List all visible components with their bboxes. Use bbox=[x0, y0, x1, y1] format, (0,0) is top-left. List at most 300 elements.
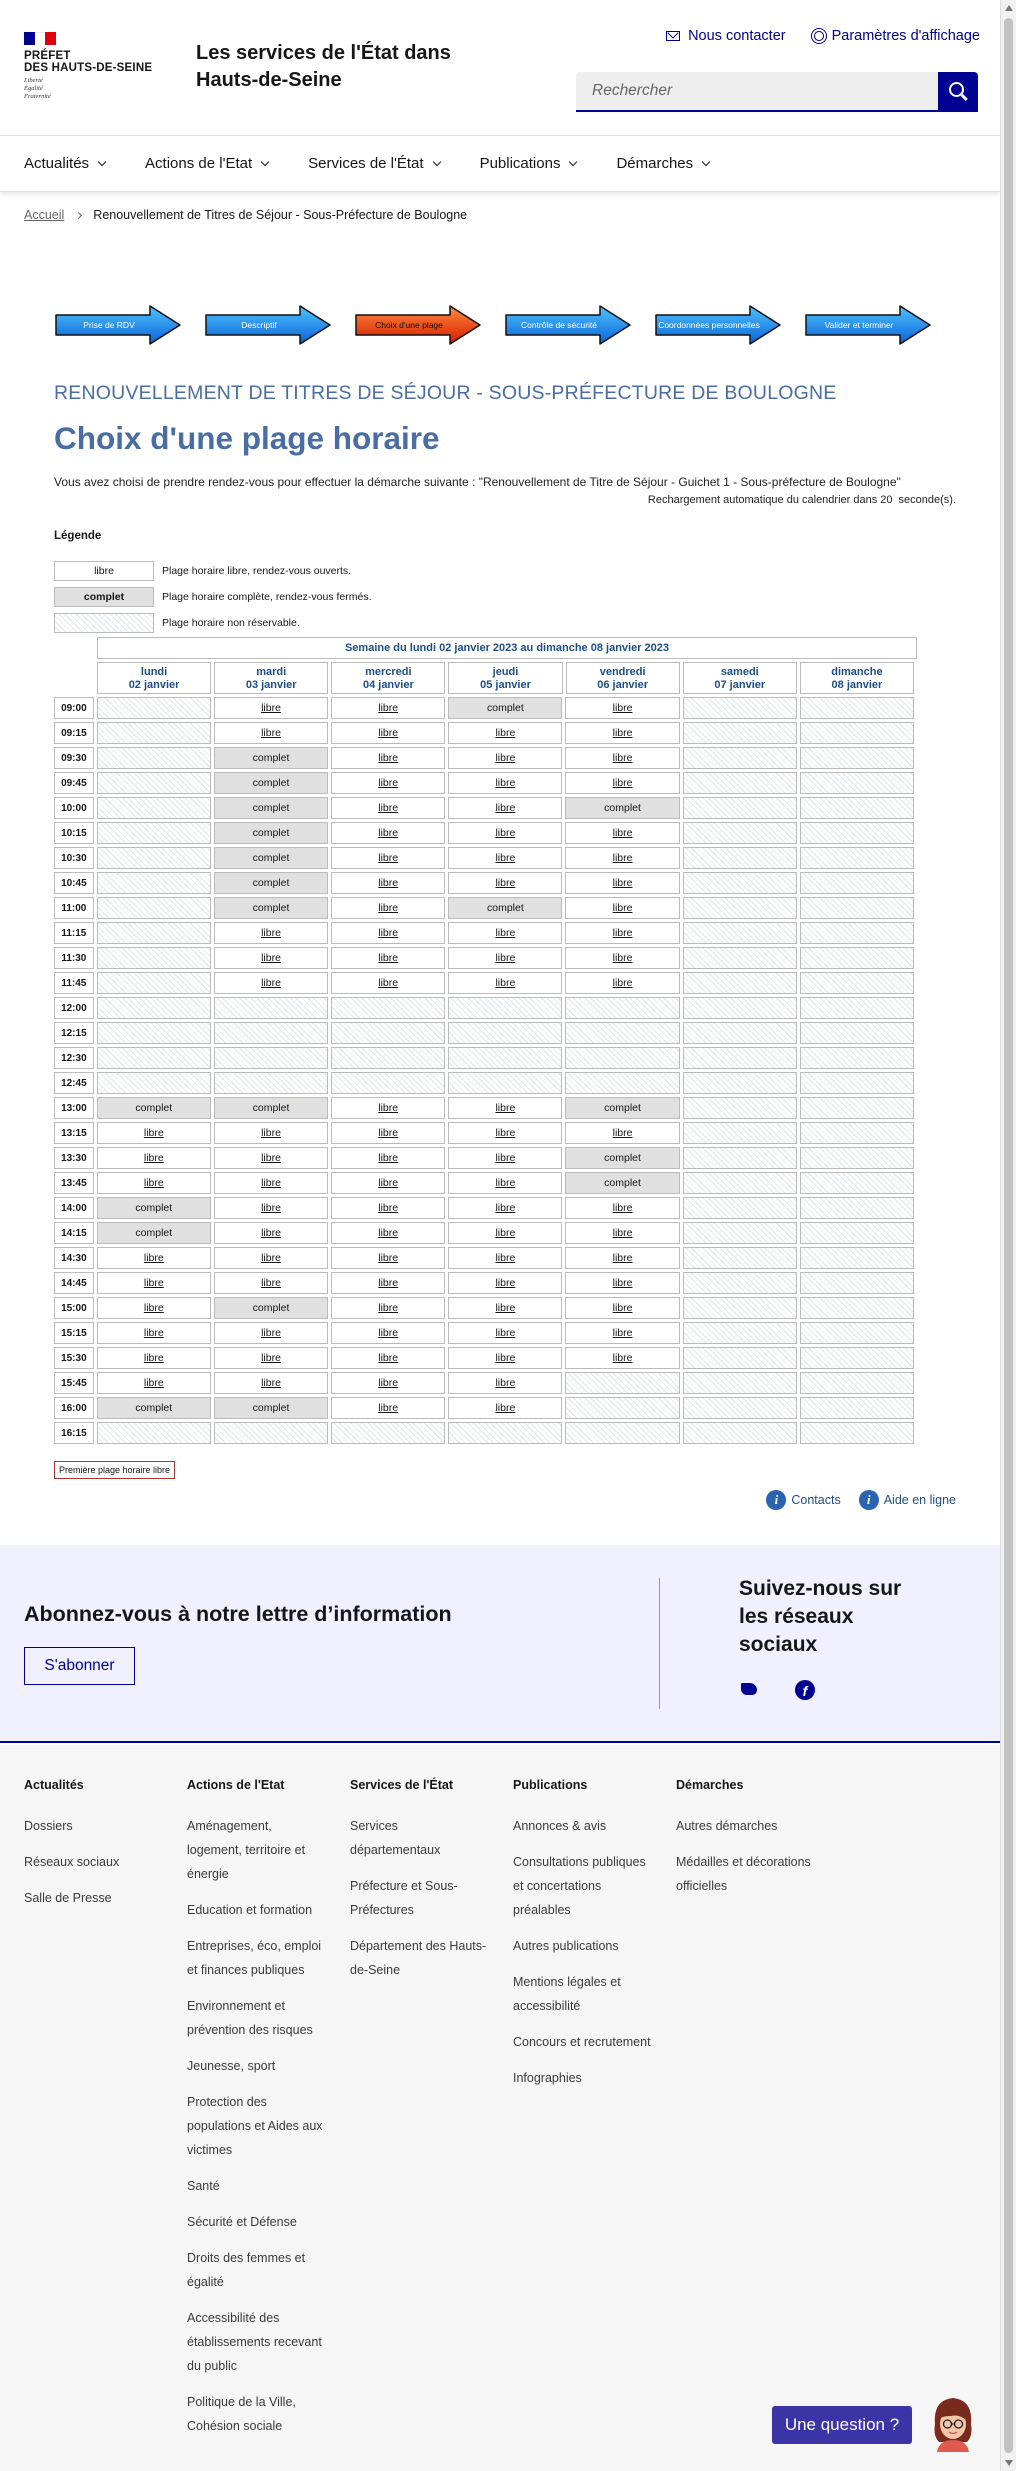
slot-free[interactable] bbox=[448, 1147, 562, 1169]
flag-blue bbox=[24, 32, 35, 45]
day-header-mercredi bbox=[331, 662, 445, 694]
slot-free[interactable] bbox=[448, 1397, 562, 1419]
slot-free[interactable] bbox=[331, 1247, 445, 1269]
step-label: Prise de RDV bbox=[83, 320, 135, 330]
prefect-logo[interactable] bbox=[24, 50, 152, 74]
slot-not-reservable bbox=[97, 872, 211, 894]
slot-label: libre bbox=[143, 1377, 164, 1389]
footer-column-2 bbox=[350, 1778, 490, 1994]
chat-button[interactable]: Une question ? bbox=[772, 2406, 912, 2444]
slot-free[interactable] bbox=[331, 922, 445, 944]
slot-free[interactable] bbox=[214, 697, 328, 719]
slot-not-reservable bbox=[97, 847, 211, 869]
slot-label: libre bbox=[143, 1277, 164, 1289]
slot-not-reservable bbox=[800, 1122, 914, 1144]
slot-full bbox=[214, 1297, 328, 1319]
slot-label: complet bbox=[252, 852, 290, 864]
slot-not-reservable bbox=[683, 1397, 797, 1419]
footer-link[interactable]: Réseaux sociaux bbox=[24, 1855, 120, 1869]
slot-free[interactable] bbox=[331, 1222, 445, 1244]
slot-free[interactable] bbox=[448, 1272, 562, 1294]
slot-free[interactable] bbox=[214, 1172, 328, 1194]
slot-label: libre bbox=[143, 1252, 164, 1264]
slot-free[interactable] bbox=[448, 1322, 562, 1344]
slot-time: 14:30 bbox=[54, 1247, 94, 1269]
slot-label: libre bbox=[495, 777, 516, 789]
slot-free[interactable] bbox=[565, 722, 679, 744]
slot-not-reservable bbox=[331, 1072, 445, 1094]
slot-label: libre bbox=[261, 1177, 281, 1189]
slot-time: 16:15 bbox=[54, 1422, 94, 1444]
slot-free[interactable] bbox=[448, 822, 562, 844]
display-settings-link[interactable] bbox=[814, 28, 980, 44]
slot-free[interactable] bbox=[448, 1097, 562, 1119]
footer-link[interactable]: Salle de Presse bbox=[24, 1891, 112, 1905]
section-divider bbox=[659, 1578, 660, 1709]
slot-free[interactable] bbox=[565, 847, 679, 869]
social-links bbox=[739, 1680, 815, 1700]
slot-free[interactable] bbox=[97, 1322, 211, 1344]
first-free-slot-button[interactable]: Première plage horaire libre bbox=[54, 1461, 175, 1479]
slot-free[interactable] bbox=[331, 797, 445, 819]
prefect-line-1: PRÉFET bbox=[24, 50, 71, 62]
slot-free[interactable] bbox=[565, 772, 679, 794]
slot-row bbox=[54, 1297, 917, 1319]
slot-not-reservable bbox=[565, 997, 679, 1019]
slot-free[interactable] bbox=[448, 772, 562, 794]
footer-link[interactable]: Entreprises, éco, emploi et finances publiques bbox=[187, 1939, 322, 1977]
slot-not-reservable bbox=[800, 997, 914, 1019]
slot-not-reservable bbox=[683, 1047, 797, 1069]
slot-not-reservable bbox=[683, 1222, 797, 1244]
slot-not-reservable bbox=[448, 1072, 562, 1094]
step-label: Coordonnées personnelles bbox=[658, 320, 760, 330]
footer-link[interactable]: Préfecture et Sous-Préfectures bbox=[350, 1879, 458, 1917]
slot-not-reservable bbox=[800, 722, 914, 744]
slot-label: libre bbox=[143, 1352, 164, 1364]
footer-link[interactable]: Mentions légales et accessibilité bbox=[513, 1975, 621, 2013]
slot-free[interactable] bbox=[97, 1297, 211, 1319]
slot-free[interactable] bbox=[565, 1122, 679, 1144]
slot-free[interactable] bbox=[214, 1122, 328, 1144]
slot-free[interactable] bbox=[448, 1197, 562, 1219]
contact-link[interactable] bbox=[666, 28, 786, 44]
slot-label: libre bbox=[378, 752, 399, 764]
slot-free[interactable] bbox=[331, 1297, 445, 1319]
slot-not-reservable bbox=[97, 1422, 211, 1444]
slot-time: 11:30 bbox=[54, 947, 94, 969]
slot-label: libre bbox=[378, 1327, 399, 1339]
slot-label: libre bbox=[495, 1277, 516, 1289]
breadcrumb-home[interactable]: Accueil bbox=[24, 208, 65, 222]
slot-label: libre bbox=[495, 1402, 516, 1414]
slot-free[interactable] bbox=[448, 1297, 562, 1319]
legend-free-text: Plage horaire libre, rendez-vous ouverts. bbox=[162, 565, 352, 577]
contacts-label: Contacts bbox=[791, 1493, 841, 1507]
slot-label: libre bbox=[378, 927, 399, 939]
slot-free[interactable] bbox=[565, 747, 679, 769]
slot-free[interactable] bbox=[448, 872, 562, 894]
slot-free[interactable] bbox=[331, 1172, 445, 1194]
slot-label: libre bbox=[612, 977, 633, 989]
slot-full bbox=[214, 747, 328, 769]
slot-free[interactable] bbox=[331, 1097, 445, 1119]
header-tools bbox=[666, 28, 980, 44]
slot-label: libre bbox=[378, 952, 399, 964]
slot-free[interactable] bbox=[448, 797, 562, 819]
slot-time: 12:30 bbox=[54, 1047, 94, 1069]
legend-free-box: libre bbox=[54, 561, 154, 581]
nav-item-label: Services de l'État bbox=[308, 155, 424, 172]
slot-free[interactable] bbox=[565, 822, 679, 844]
slot-free[interactable] bbox=[448, 1372, 562, 1394]
slot-free[interactable] bbox=[565, 1222, 679, 1244]
slot-free[interactable] bbox=[331, 847, 445, 869]
legend-full bbox=[54, 587, 372, 607]
info-icon: i bbox=[766, 1490, 786, 1510]
slot-free[interactable] bbox=[565, 972, 679, 994]
scroll-up-icon[interactable] bbox=[1005, 5, 1013, 11]
slot-row bbox=[54, 1122, 917, 1144]
slot-label: libre bbox=[378, 1252, 399, 1264]
slot-label: libre bbox=[495, 1127, 516, 1139]
slot-label: libre bbox=[261, 1327, 281, 1339]
slot-not-reservable bbox=[683, 847, 797, 869]
footer-link[interactable]: Politique de la Ville, Cohésion sociale bbox=[187, 2395, 296, 2433]
slot-not-reservable bbox=[683, 1172, 797, 1194]
slot-not-reservable bbox=[331, 1022, 445, 1044]
slot-row bbox=[54, 1247, 917, 1269]
slot-not-reservable bbox=[97, 822, 211, 844]
slot-not-reservable bbox=[800, 1072, 914, 1094]
nav-item-4[interactable] bbox=[616, 136, 709, 191]
slot-free[interactable] bbox=[214, 1272, 328, 1294]
slot-not-reservable bbox=[683, 747, 797, 769]
slot-label: complet bbox=[252, 902, 290, 914]
slot-free[interactable] bbox=[97, 1347, 211, 1369]
slot-row bbox=[54, 822, 917, 844]
slot-free[interactable] bbox=[331, 1122, 445, 1144]
site-title[interactable]: Les services de l'État dans Hauts-de-Seine bbox=[196, 42, 451, 91]
day-name: mercredi bbox=[365, 666, 412, 678]
slot-free[interactable] bbox=[214, 1222, 328, 1244]
search-bar bbox=[576, 72, 978, 112]
slot-free[interactable] bbox=[331, 697, 445, 719]
slot-free[interactable] bbox=[331, 1147, 445, 1169]
slot-free[interactable] bbox=[448, 1222, 562, 1244]
slot-free[interactable] bbox=[331, 872, 445, 894]
slot-row bbox=[54, 1397, 917, 1419]
slot-free[interactable] bbox=[97, 1372, 211, 1394]
slot-free[interactable] bbox=[448, 1122, 562, 1144]
contacts-link[interactable] bbox=[766, 1490, 840, 1510]
slot-free[interactable] bbox=[448, 747, 562, 769]
slot-free[interactable] bbox=[331, 822, 445, 844]
step-label: Valider et terminer bbox=[824, 320, 894, 330]
slot-label: libre bbox=[378, 902, 399, 914]
chevron-right-icon bbox=[75, 211, 82, 218]
legend-not-reservable-box bbox=[54, 613, 154, 633]
legend-full-box: complet bbox=[54, 587, 154, 607]
slot-free[interactable] bbox=[331, 947, 445, 969]
slot-label: complet bbox=[252, 1102, 290, 1114]
slot-free[interactable] bbox=[448, 1347, 562, 1369]
slot-label: libre bbox=[612, 702, 633, 714]
slot-free[interactable] bbox=[331, 772, 445, 794]
slot-label: libre bbox=[261, 1252, 281, 1264]
footer-link[interactable]: Concours et recrutement bbox=[513, 2035, 651, 2049]
slot-label: libre bbox=[261, 1352, 281, 1364]
slot-free[interactable] bbox=[214, 1197, 328, 1219]
day-name: lundi bbox=[140, 666, 168, 678]
slot-not-reservable bbox=[97, 697, 211, 719]
slot-time: 09:45 bbox=[54, 772, 94, 794]
slot-not-reservable bbox=[448, 1047, 562, 1069]
slot-not-reservable bbox=[683, 1022, 797, 1044]
slot-label: libre bbox=[378, 727, 399, 739]
slot-free[interactable] bbox=[448, 972, 562, 994]
slot-label: libre bbox=[261, 952, 281, 964]
slot-not-reservable bbox=[800, 1322, 914, 1344]
slot-not-reservable bbox=[331, 1422, 445, 1444]
slot-free[interactable] bbox=[214, 1247, 328, 1269]
footer-link[interactable]: Services départementaux bbox=[350, 1819, 441, 1857]
slot-row bbox=[54, 1347, 917, 1369]
footer-link[interactable]: Droits des femmes et égalité bbox=[187, 2251, 306, 2289]
slot-not-reservable bbox=[683, 1122, 797, 1144]
slot-label: libre bbox=[612, 852, 633, 864]
slot-time: 12:15 bbox=[54, 1022, 94, 1044]
slot-time: 16:00 bbox=[54, 1397, 94, 1419]
slot-time: 14:00 bbox=[54, 1197, 94, 1219]
slot-free[interactable] bbox=[331, 897, 445, 919]
slot-free[interactable] bbox=[448, 947, 562, 969]
twitter-icon[interactable] bbox=[739, 1680, 759, 1696]
slot-free[interactable] bbox=[565, 922, 679, 944]
footer-link[interactable]: Infographies bbox=[513, 2071, 582, 2085]
slot-label: complet bbox=[604, 802, 641, 814]
day-name: vendredi bbox=[599, 666, 646, 678]
slot-free[interactable] bbox=[565, 1322, 679, 1344]
slot-free[interactable] bbox=[565, 1347, 679, 1369]
slot-time: 13:30 bbox=[54, 1147, 94, 1169]
slot-free[interactable] bbox=[97, 1147, 211, 1169]
slot-not-reservable bbox=[565, 1047, 679, 1069]
slot-free[interactable] bbox=[448, 1247, 562, 1269]
slot-free[interactable] bbox=[448, 922, 562, 944]
slot-free[interactable] bbox=[97, 1272, 211, 1294]
slot-free[interactable] bbox=[331, 972, 445, 994]
slot-label: libre bbox=[378, 802, 399, 814]
footer-link[interactable]: Accessibilité des établissements recevant du public bbox=[187, 2311, 322, 2373]
slot-free[interactable] bbox=[448, 1172, 562, 1194]
slot-label: complet bbox=[486, 902, 524, 914]
slot-free[interactable] bbox=[331, 722, 445, 744]
slot-not-reservable bbox=[800, 697, 914, 719]
slot-label: libre bbox=[495, 802, 516, 814]
slot-free[interactable] bbox=[565, 1272, 679, 1294]
footer-link[interactable]: Education et formation bbox=[187, 1903, 313, 1917]
footer-link[interactable]: Autres démarches bbox=[676, 1819, 778, 1833]
slot-free[interactable] bbox=[97, 1122, 211, 1144]
slot-free[interactable] bbox=[565, 697, 679, 719]
slot-free[interactable] bbox=[214, 1372, 328, 1394]
slot-label: complet bbox=[135, 1227, 173, 1239]
step-label: Contrôle de sécurité bbox=[520, 320, 598, 330]
slot-free[interactable] bbox=[565, 1197, 679, 1219]
slot-free[interactable] bbox=[565, 947, 679, 969]
slot-free[interactable] bbox=[214, 1347, 328, 1369]
booking-calendar bbox=[54, 637, 917, 1444]
slot-free[interactable] bbox=[331, 1347, 445, 1369]
breadcrumb bbox=[24, 208, 467, 222]
scroll-down-icon[interactable] bbox=[1005, 2460, 1013, 2466]
slot-label: libre bbox=[495, 877, 516, 889]
slot-free[interactable] bbox=[565, 897, 679, 919]
slot-free[interactable] bbox=[97, 1172, 211, 1194]
slot-not-reservable bbox=[800, 897, 914, 919]
auto-reload-notice bbox=[648, 494, 956, 506]
breadcrumb-current: Renouvellement de Titres de Séjour - Sous-Préfecture de Boulogne bbox=[93, 208, 468, 222]
footer-link[interactable]: Environnement et prévention des risques bbox=[187, 1999, 313, 2037]
nav-item-3[interactable] bbox=[480, 136, 577, 191]
footer-link[interactable]: Consultations publiques et concertations préalables bbox=[513, 1855, 646, 1917]
slot-not-reservable bbox=[800, 772, 914, 794]
slot-full bbox=[448, 697, 562, 719]
slot-label: libre bbox=[612, 952, 633, 964]
slot-label: libre bbox=[495, 1152, 516, 1164]
slot-free[interactable] bbox=[331, 1272, 445, 1294]
slot-row bbox=[54, 1272, 917, 1294]
slot-time: 15:45 bbox=[54, 1372, 94, 1394]
facebook-icon[interactable]: f bbox=[795, 1680, 815, 1700]
slot-row bbox=[54, 1197, 917, 1219]
slot-label: libre bbox=[378, 827, 399, 839]
footer-link[interactable]: Département des Hauts-de-Seine bbox=[350, 1939, 487, 1977]
slot-free[interactable] bbox=[214, 1322, 328, 1344]
footer-link[interactable]: Aménagement, logement, territoire et énergie bbox=[187, 1819, 306, 1881]
slot-not-reservable bbox=[683, 822, 797, 844]
slot-free[interactable] bbox=[214, 972, 328, 994]
slot-not-reservable bbox=[683, 1347, 797, 1369]
slot-label: libre bbox=[495, 927, 516, 939]
footer-link[interactable]: Médailles et décorations officielles bbox=[676, 1855, 811, 1893]
slot-label: libre bbox=[378, 852, 399, 864]
online-help-link[interactable] bbox=[859, 1490, 956, 1510]
slot-full bbox=[97, 1222, 211, 1244]
slot-label: libre bbox=[378, 1152, 399, 1164]
slot-free[interactable] bbox=[565, 872, 679, 894]
slot-not-reservable bbox=[683, 722, 797, 744]
slot-not-reservable bbox=[97, 1022, 211, 1044]
footer-link[interactable]: Santé bbox=[187, 2179, 220, 2193]
slot-free[interactable] bbox=[214, 947, 328, 969]
footer-link[interactable]: Autres publications bbox=[513, 1939, 619, 1953]
slot-label: complet bbox=[252, 802, 290, 814]
slot-label: complet bbox=[135, 1402, 173, 1414]
slot-free[interactable] bbox=[214, 722, 328, 744]
main-nav bbox=[0, 136, 1000, 192]
slot-not-reservable bbox=[565, 1422, 679, 1444]
slot-label: libre bbox=[261, 1127, 281, 1139]
subscribe-button[interactable]: S'abonner bbox=[24, 1647, 135, 1685]
slot-row bbox=[54, 1047, 917, 1069]
slot-free[interactable] bbox=[214, 922, 328, 944]
scrollbar[interactable] bbox=[1000, 0, 1016, 2471]
slot-free[interactable] bbox=[331, 1322, 445, 1344]
slot-label: libre bbox=[495, 827, 516, 839]
nav-item-0[interactable] bbox=[24, 136, 105, 191]
slot-full bbox=[214, 822, 328, 844]
slot-free[interactable] bbox=[331, 1397, 445, 1419]
nav-item-label: Publications bbox=[479, 155, 561, 172]
scrollbar-thumb[interactable] bbox=[1004, 18, 1013, 2453]
slot-label: libre bbox=[495, 952, 516, 964]
newsletter-title: Abonnez-vous à notre lettre d’information bbox=[24, 1602, 452, 1626]
slot-label: libre bbox=[612, 927, 633, 939]
day-header-samedi bbox=[683, 662, 797, 694]
slot-label: complet bbox=[135, 1202, 173, 1214]
chatbot-avatar-icon[interactable] bbox=[929, 2394, 977, 2452]
slot-not-reservable bbox=[683, 1247, 797, 1269]
footer-link[interactable]: Dossiers bbox=[24, 1819, 73, 1833]
slot-label: libre bbox=[612, 1352, 633, 1364]
slot-not-reservable bbox=[97, 897, 211, 919]
slot-label: libre bbox=[261, 702, 281, 714]
slot-free[interactable] bbox=[214, 1147, 328, 1169]
slot-row bbox=[54, 722, 917, 744]
slot-free[interactable] bbox=[331, 747, 445, 769]
slot-full bbox=[214, 872, 328, 894]
slot-time: 12:00 bbox=[54, 997, 94, 1019]
slot-full bbox=[214, 897, 328, 919]
slot-not-reservable bbox=[97, 747, 211, 769]
slot-row bbox=[54, 897, 917, 919]
slot-free[interactable] bbox=[448, 847, 562, 869]
slot-free[interactable] bbox=[331, 1197, 445, 1219]
slot-not-reservable bbox=[800, 1222, 914, 1244]
slot-label: libre bbox=[261, 1377, 281, 1389]
nav-item-2[interactable] bbox=[308, 136, 439, 191]
slot-not-reservable bbox=[683, 972, 797, 994]
search-button[interactable] bbox=[938, 72, 978, 112]
slot-free[interactable] bbox=[331, 1372, 445, 1394]
nav-item-label: Actions de l'Etat bbox=[145, 155, 253, 172]
slot-row bbox=[54, 1372, 917, 1394]
slot-time: 14:45 bbox=[54, 1272, 94, 1294]
page-title: Choix d'une plage horaire bbox=[54, 420, 440, 456]
slot-free[interactable] bbox=[97, 1247, 211, 1269]
slot-time: 13:00 bbox=[54, 1097, 94, 1119]
slot-label: libre bbox=[261, 1202, 281, 1214]
slot-label: libre bbox=[612, 1327, 633, 1339]
footer-link[interactable]: Jeunesse, sport bbox=[187, 2059, 276, 2073]
nav-item-1[interactable] bbox=[145, 136, 268, 191]
footer-link[interactable]: Protection des populations et Aides aux victimes bbox=[187, 2095, 323, 2157]
slot-free[interactable] bbox=[565, 1247, 679, 1269]
slot-free[interactable] bbox=[448, 722, 562, 744]
search-input[interactable]: Rechercher bbox=[576, 72, 938, 112]
slot-full bbox=[565, 1172, 679, 1194]
footer-link[interactable]: Sécurité et Défense bbox=[187, 2215, 297, 2229]
slot-not-reservable bbox=[683, 1422, 797, 1444]
time-slot-grid bbox=[54, 697, 917, 1444]
slot-time: 12:45 bbox=[54, 1072, 94, 1094]
step-3 bbox=[504, 305, 632, 345]
slot-free[interactable] bbox=[565, 1297, 679, 1319]
footer-link[interactable]: Annonces & avis bbox=[513, 1819, 607, 1833]
slot-label: libre bbox=[378, 1127, 399, 1139]
